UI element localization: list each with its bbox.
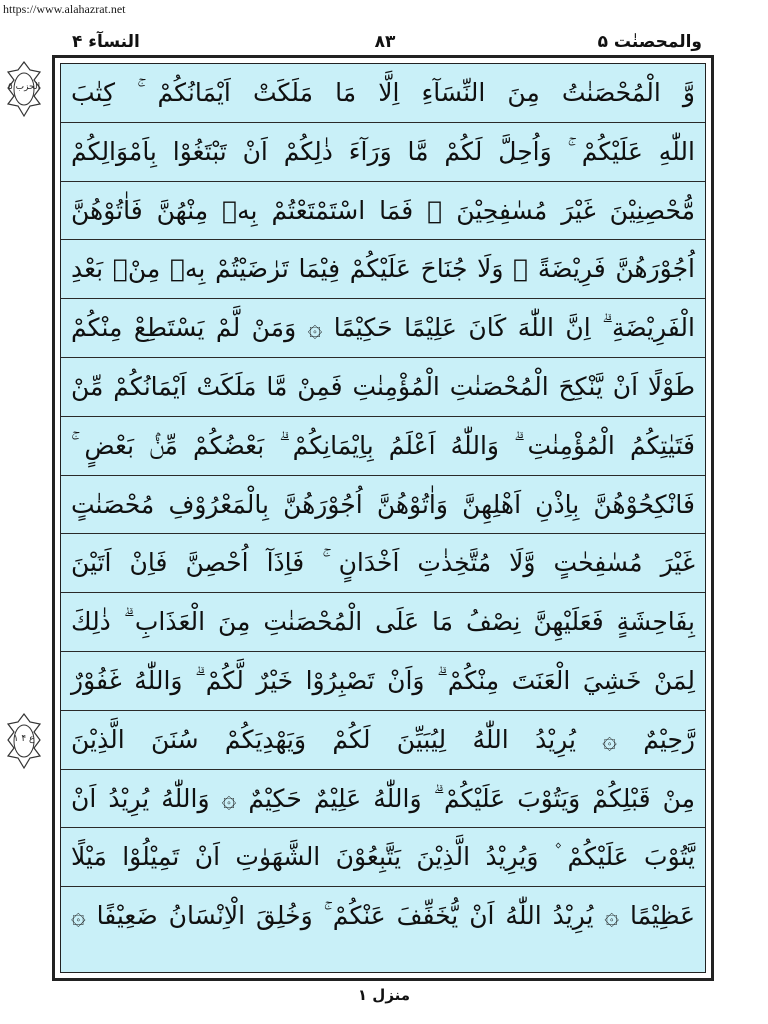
verse-line: يَّتُوْبَ عَلَيْكُمْ ۫ وَيُرِيْدُ الَّذِيْنَ يَتَّبِعُوْنَ الشَّهَوٰتِ اَنْ تَمِيْلُوْا مَيْلًا — [61, 828, 705, 887]
page-frame — [52, 55, 714, 981]
text-panel — [60, 63, 706, 973]
manzil-footer: منزل ۱ — [357, 986, 411, 1004]
verse-lines — [61, 64, 705, 946]
ruku-marker-icon — [4, 712, 44, 776]
ruku-marker-text: ع ۴ ۱ — [13, 734, 35, 744]
verse-line: بِفَاحِشَةٍ فَعَلَيْهِنَّ نِصْفُ مَا عَلَى الْمُحْصَنٰتِ مِنَ الْعَذَابِ ۗ ذٰلِكَ — [61, 593, 705, 652]
page-number: ۸۳ — [374, 32, 396, 52]
verse-line: مِنْ قَبْلِكُمْ وَيَتُوْبَ عَلَيْكُمْ ۗ وَاللّٰهُ عَلِيْمٌ حَكِيْمٌ ۞ وَاللّٰهُ يُرِيْدُ اَنْ — [61, 770, 705, 829]
verse-line: فَانْكِحُوْهُنَّ بِاِذْنِ اَهْلِهِنَّ وَاٰتُوْهُنَّ اُجُوْرَهُنَّ بِالْمَعْرُوْفِ مُحْصَنٰتٍ — [61, 476, 705, 535]
verse-line: الْفَرِيْضَةِ ۗ اِنَّ اللّٰهَ كَانَ عَلِيْمًا حَكِيْمًا ۞ وَمَنْ لَّمْ يَسْتَطِعْ مِنْكُمْ — [61, 299, 705, 358]
juz-name: والمحصنٰت ۵ — [597, 32, 702, 52]
verse-line: غَيْرَ مُسٰفِحٰتٍ وَّلَا مُتَّخِذٰتِ اَخْدَانٍ ۚ فَاِذَآ اُحْصِنَّ فَاِنْ اَتَيْنَ — [61, 534, 705, 593]
verse-line: اُجُوْرَهُنَّ فَرِيْضَةً ۗ وَلَا جُنَاحَ عَلَيْكُمْ فِيْمَا تَرٰضَيْتُمْ بِهٖ مِنْۢ بَعْدِ — [61, 240, 705, 299]
hizb-marker-icon — [4, 60, 44, 124]
verse-line: مُّحْصِنِيْنَ غَيْرَ مُسٰفِحِيْنَ ۗ فَمَا اسْتَمْتَعْتُمْ بِهٖ مِنْهُنَّ فَاٰتُوْهُنَّ — [61, 182, 705, 241]
verse-line: رَّحِيْمٌ ۞ يُرِيْدُ اللّٰهُ لِيُبَيِّنَ لَكُمْ وَيَهْدِيَكُمْ سُنَنَ الَّذِيْنَ — [61, 711, 705, 770]
surah-name: النسآء ۴ — [72, 32, 140, 52]
verse-line: اللّٰهِ عَلَيْكُمْ ۚ وَاُحِلَّ لَكُمْ مَّا وَرَآءَ ذٰلِكُمْ اَنْ تَبْتَغُوْا بِاَمْوَالِكُمْ — [61, 123, 705, 182]
hizb-marker-text: الحزب ٥ — [7, 82, 41, 92]
verse-line: لِمَنْ خَشِيَ الْعَنَتَ مِنْكُمْ ۗ وَاَنْ تَصْبِرُوْا خَيْرٌ لَّكُمْ ۗ وَاللّٰهُ غَفُوْرٌ — [61, 652, 705, 711]
verse-line: وَّ الْمُحْصَنٰتُ مِنَ النِّسَآءِ اِلَّا مَا مَلَكَتْ اَيْمَانُكُمْ ۚ كِتٰبَ — [61, 64, 705, 123]
site-url[interactable]: https://www.alahazrat.net — [3, 2, 126, 16]
verse-line: عَظِيْمًا ۞ يُرِيْدُ اللّٰهُ اَنْ يُّخَفِّفَ عَنْكُمْ ۚ وَخُلِقَ الْاِنْسَانُ ضَعِيْفًا ۞ — [71, 901, 695, 931]
verse-line: فَتَيٰتِكُمُ الْمُؤْمِنٰتِ ۗ وَاللّٰهُ اَعْلَمُ بِاِيْمَانِكُمْ ۗ بَعْضُكُمْ مِّنْۢ بَعْضٍ ۚ — [61, 417, 705, 476]
verse-line: طَوْلًا اَنْ يَّنْكِحَ الْمُحْصَنٰتِ الْمُؤْمِنٰتِ فَمِنْ مَّا مَلَكَتْ اَيْمَانُكُمْ مِّنْ — [61, 358, 705, 417]
